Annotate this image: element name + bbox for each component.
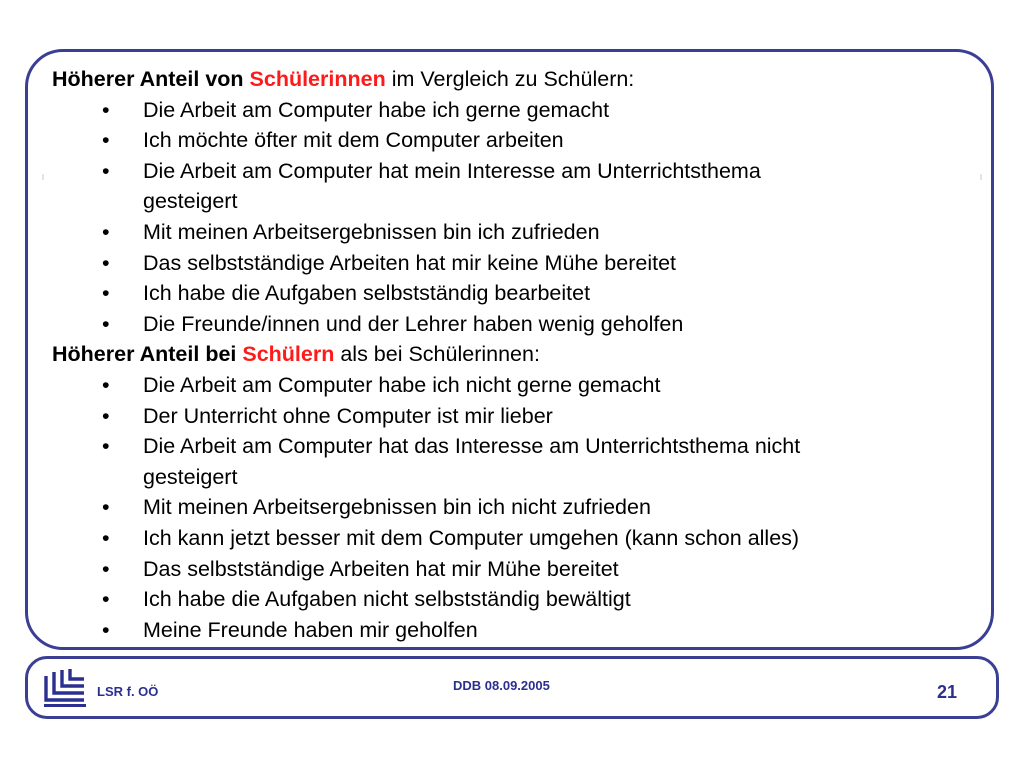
item-text: Die Arbeit am Computer hat mein Interesse am Unterrichtsthema (143, 158, 761, 183)
lsr-logo-icon (41, 667, 89, 711)
heading-bold: Höherer Anteil bei (52, 342, 243, 367)
bullet-icon: • (102, 495, 110, 520)
bullet-icon: • (102, 128, 110, 153)
bullet-icon: • (102, 250, 110, 275)
item-text: Der Unterricht ohne Computer ist mir lieber (143, 403, 553, 428)
item-text: Die Freunde/innen und der Lehrer haben wenig geholfen (143, 311, 684, 336)
list-item (52, 401, 982, 432)
bullet-icon: • (102, 219, 110, 244)
item-text: Ich habe die Aufgaben selbstständig bearbeitet (143, 281, 591, 306)
list-item (52, 584, 982, 615)
item-text-continued: gesteigert (143, 189, 238, 214)
list-item (52, 278, 982, 309)
footer-date: DDB 08.09.2005 (453, 678, 550, 693)
list-item (52, 248, 982, 279)
list-item (52, 217, 982, 248)
item-text: Die Arbeit am Computer hat das Interesse am Unterrichtsthema nicht (143, 434, 801, 459)
page-number: 21 (937, 682, 958, 702)
footer-organization: LSR f. OÖ (97, 684, 159, 699)
bullet-icon: • (102, 617, 110, 642)
list-item (52, 615, 982, 646)
item-text: Meine Freunde haben mir geholfen (143, 617, 478, 642)
item-text: Das selbstständige Arbeiten hat mir keine Mühe bereitet (143, 250, 677, 275)
left-edge-mark (42, 174, 44, 180)
bullet-icon: • (102, 281, 110, 306)
bullet-icon: • (102, 587, 110, 612)
list-item (52, 554, 982, 585)
list-item (52, 370, 982, 401)
list-item (52, 156, 982, 217)
item-text: Ich kann jetzt besser mit dem Computer umgehen (kann schon alles) (143, 525, 800, 550)
bullet-icon: • (102, 403, 110, 428)
girls-list (52, 95, 982, 340)
bullet-icon: • (102, 434, 110, 459)
section-heading-girls (52, 64, 982, 95)
list-item (52, 125, 982, 156)
heading-highlight: Schülerinnen (249, 67, 386, 91)
heading-rest: als bei Schülerinnen: (334, 342, 540, 367)
boys-list (52, 370, 982, 645)
item-text: Das selbstständige Arbeiten hat mir Mühe bereitet (143, 556, 619, 581)
item-text-continued: gesteigert (143, 464, 238, 489)
item-text: Ich habe die Aufgaben nicht selbstständig bewältigt (143, 587, 631, 612)
list-item (52, 431, 982, 492)
item-text: Mit meinen Arbeitsergebnissen bin ich zufrieden (143, 219, 600, 244)
slide-body (52, 64, 982, 645)
heading-highlight: Schülern (242, 342, 335, 367)
list-item (52, 492, 982, 523)
item-text: Mit meinen Arbeitsergebnissen bin ich nicht zufrieden (143, 495, 651, 520)
item-text: Ich möchte öfter mit dem Computer arbeiten (143, 128, 564, 153)
item-text: Die Arbeit am Computer habe ich gerne gemacht (143, 97, 610, 122)
bullet-icon: • (102, 372, 110, 397)
bullet-icon: • (102, 311, 110, 336)
heading-rest: im Vergleich zu Schülern: (385, 67, 635, 91)
bullet-icon: • (102, 158, 110, 183)
list-item (52, 95, 982, 126)
list-item (52, 523, 982, 554)
bullet-icon: • (102, 97, 110, 122)
section-heading-boys (52, 339, 982, 370)
list-item (52, 309, 982, 340)
item-text: Die Arbeit am Computer habe ich nicht gerne gemacht (143, 372, 661, 397)
heading-bold: Höherer Anteil von (52, 67, 250, 91)
bullet-icon: • (102, 525, 110, 550)
bullet-icon: • (102, 556, 110, 581)
